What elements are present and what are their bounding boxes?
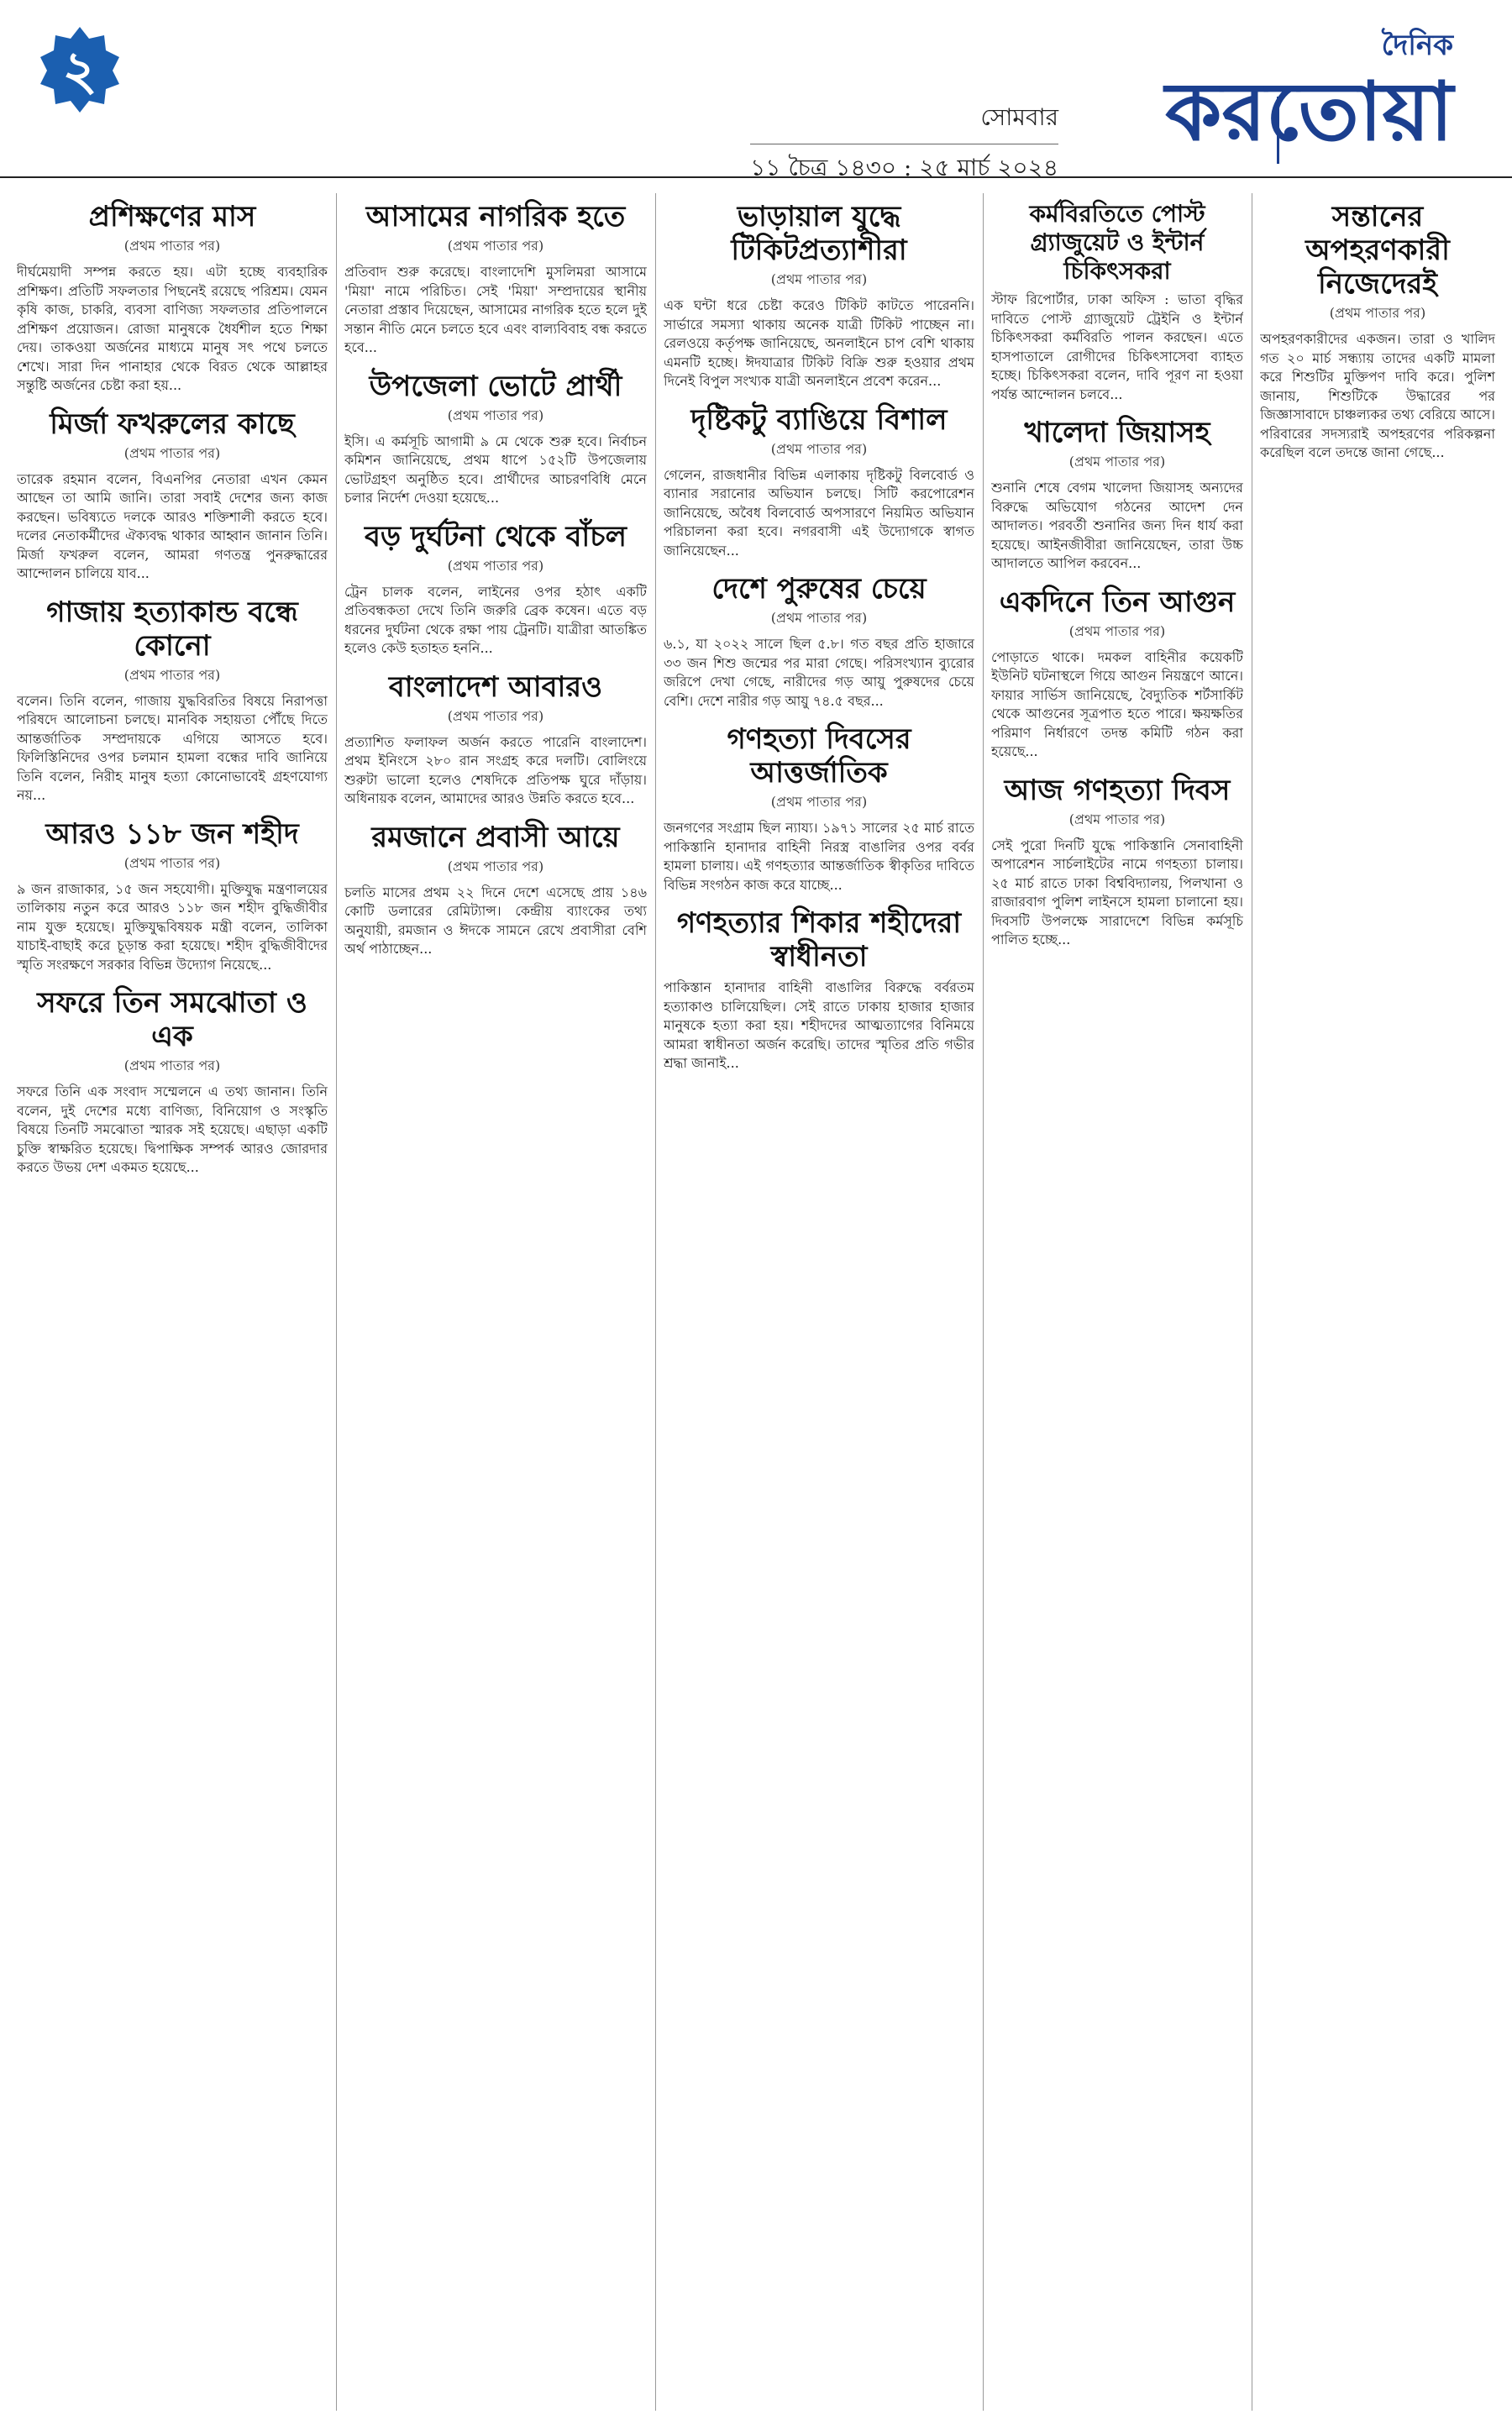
kicker: (প্রথম পাতার পর) bbox=[1068, 454, 1166, 470]
kicker: (প্রথম পাতার পর) bbox=[123, 444, 221, 461]
headline: খালেদা জিয়াসহ bbox=[1024, 416, 1210, 449]
article-body: অপহরণকারীদের একজন। তারা ও খালিদ গত ২০ মার্চ সন্ধ্যায় তাদের একটি মামলা করে শিশুটির মুক্তিপণ দাবি করে। পুলিশ জানায়, শিশুটিকে উদ্ধারের পর জিজ্ঞাসাবাদে চাঞ্চল্যকর তথ্য বেরিয়ে আসে। পরিবারের সদস্যরাই অপহরণের পরিকল্পনা করেছিল বলে তদন্তে জানা গেছে... bbox=[1260, 331, 1495, 460]
masthead bbox=[1165, 24, 1453, 159]
headline: দেশে পুরুষের চেয়ে bbox=[711, 572, 927, 606]
article bbox=[664, 200, 974, 391]
kicker: (প্রথম পাতার পর) bbox=[770, 794, 868, 810]
page-number-badge bbox=[34, 24, 126, 116]
column-2 bbox=[344, 193, 647, 2411]
kicker: (প্রথম পাতার পর) bbox=[447, 407, 544, 423]
article bbox=[664, 906, 974, 1073]
kicker: (প্রথম পাতার পর) bbox=[770, 271, 868, 287]
date-line: ১১ চৈত্র ১৪৩০ : ২৫ মার্চ ২০২৪ bbox=[750, 154, 1058, 181]
article-body: চলতি মাসের প্রথম ২২ দিনে দেশে এসেছে প্রায় ১৪৬ কোটি ডলারের রেমিট্যান্স। কেন্দ্রীয় ব্যাংকের তথ্য অনুযায়ী, রমজান ও ঈদকে সামনে রেখে প্রবাসীরা বেশি অর্থ পাঠাচ্ছেন... bbox=[344, 884, 647, 957]
kicker: (প্রথম পাতার পর) bbox=[770, 440, 868, 457]
headline: আসামের নাগরিক হতে bbox=[365, 200, 626, 234]
column-5 bbox=[1260, 193, 1495, 2411]
article-body: প্রতিবাদ শুরু করেছে। বাংলাদেশি মুসলিমরা আসামে 'মিয়া' নামে পরিচিত। সেই 'মিয়া' সম্প্রদায়ের স্থানীয় নেতারা প্রস্তাব দিয়েছেন, আসামের নাগরিক হতে হলে দুই সন্তান নীতি মেনে চলতে হবে এবং বাল্যবিবাহ বন্ধ করতে হবে... bbox=[344, 264, 647, 355]
article bbox=[344, 821, 647, 959]
article-body: জনগণের সংগ্রাম ছিল ন্যায্য। ১৯৭১ সালের ২৫ মার্চ রাতে পাকিস্তানি হানাদার বাহিনী নিরস্ত্র বাঙালির ওপর বর্বর হামলা চালায়। এই গণহত্যার আন্তর্জাতিক স্বীকৃতির দাবিতে বিভিন্ন সংগঠন কাজ করে যাচ্ছে... bbox=[664, 820, 974, 893]
headline: সন্তানের অপহরণকারী নিজেদেরই bbox=[1305, 200, 1450, 301]
kicker: (প্রথম পাতার পর) bbox=[447, 707, 544, 724]
article bbox=[1260, 200, 1495, 463]
article bbox=[17, 986, 328, 1178]
article-body: ট্রেন চালক বলেন, লাইনের ওপর হঠাৎ একটি প্রতিবন্ধকতা দেখে তিনি জরুরি ব্রেক কষেন। এতে বড় ধরনের দুর্ঘটনা থেকে রক্ষা পায় ট্রেনটি। যাত্রীরা আতঙ্কিত হলেও কেউ হতাহত হননি... bbox=[344, 583, 647, 656]
kicker: (প্রথম পাতার পর) bbox=[123, 1058, 221, 1073]
article-body: শুনানি শেষে বেগম খালেদা জিয়াসহ অন্যদের বিরুদ্ধে অভিযোগ গঠনের আদেশ দেন আদালত। পরবর্তী শুনানির জন্য দিন ধার্য করা হয়েছে। আইনজীবীরা জানিয়েছেন, তারা উচ্চ আদালতে আপিল করবেন... bbox=[991, 480, 1243, 571]
kicker: (প্রথম পাতার পর) bbox=[447, 858, 544, 874]
article bbox=[17, 596, 328, 806]
headline: সফরে তিন সমঝোতা ও এক bbox=[37, 986, 307, 1053]
article bbox=[991, 200, 1243, 404]
article-body: সেই পুরো দিনটি যুদ্ধে পাকিস্তানি সেনাবাহিনী অপারেশন সার্চলাইটের নামে গণহত্যা চালায়। ২৫ মার্চ রাতে ঢাকা বিশ্ববিদ্যালয়, পিলখানা ও রাজারবাগ পুলিশ লাইনসে হামলা চালানো হয়। দিবসটি উপলক্ষে সারাদেশে বিভিন্ন কর্মসূচি পালিত হচ্ছে... bbox=[991, 837, 1243, 947]
headline: কর্মবিরতিতে পোস্ট গ্র্যাজুয়েট ও ইন্টার্ন চিকিৎসকরা bbox=[1029, 200, 1205, 285]
article-body: বলেন। তিনি বলেন, গাজায় যুদ্ধবিরতির বিষয়ে নিরাপত্তা পরিষদে আলোচনা চলছে। মানবিক সহায়তা পৌঁছে দিতে আন্তর্জাতিক সম্প্রদায়কে এগিয়ে আসতে হবে। ফিলিস্তিনিদের ওপর চলমান হামলা বন্ধের দাবি জানিয়ে তিনি বলেন, নিরীহ মানুষ হত্যা কোনোভাবেই গ্রহণযোগ্য নয়... bbox=[17, 692, 328, 803]
headline: বাংলাদেশ আবারও bbox=[388, 669, 603, 704]
headline: বড় দুর্ঘটনা থেকে বাঁচল bbox=[365, 519, 627, 554]
article bbox=[664, 572, 974, 711]
headline: আজ গণহত্যা দিবস bbox=[1004, 773, 1231, 807]
article-body: সফরে তিনি এক সংবাদ সম্মেলনে এ তথ্য জানান। তিনি বলেন, দুই দেশের মধ্যে বাণিজ্য, বিনিয়োগ ও সংস্কৃতি বিষয়ে তিনটি সমঝোতা স্মারক সই হয়েছে। এছাড়া একটি চুক্তি স্বাক্ষরিত হয়েছে। দ্বিপাক্ষিক সম্পর্ক আরও জোরদার করতে উভয় দেশ একমত হয়েছে... bbox=[17, 1084, 328, 1175]
kicker: (প্রথম পাতার পর) bbox=[1068, 622, 1166, 639]
kicker: (প্রথম পাতার পর) bbox=[123, 238, 221, 254]
article-body: ইসি। এ কর্মসূচি আগামী ৯ মে থেকে শুরু হবে। নির্বাচন কমিশন জানিয়েছে, প্রথম ধাপে ১৫২টি উপজেলায় ভোটগ্রহণ অনুষ্ঠিত হবে। প্রার্থীদের আচরণবিধি মেনে চলার নির্দেশ দেওয়া হয়েছে... bbox=[344, 433, 647, 506]
kicker: (প্রথম পাতার পর) bbox=[123, 666, 221, 683]
article-body: ৬.১, যা ২০২২ সালে ছিল ৫.৮। গত বছর প্রতি হাজারে ৩৩ জন শিশু জন্মের পর মারা গেছে। পরিসংখ্যান ব্যুরোর জরিপে দেখা গেছে, নারীদের গড় আয়ু পুরুষদের চেয়ে বেশি। দেশে নারীর গড় আয়ু ৭৪.৫ বছর... bbox=[664, 636, 974, 709]
article bbox=[344, 370, 647, 508]
headline: গাজায় হত্যাকান্ড বন্ধে কোনো bbox=[46, 595, 298, 663]
column-3 bbox=[664, 193, 974, 2411]
date-block bbox=[750, 99, 1058, 189]
headline: আরও ১১৮ জন শহীদ bbox=[45, 816, 299, 851]
kicker: (প্রথম পাতার পর) bbox=[1329, 305, 1426, 321]
article-body: এক ঘন্টা ধরে চেষ্টা করেও টিকিট কাটতে পারেননি। সার্ভারে সমস্যা থাকায় অনেক যাত্রী টিকিট পাচ্ছেন না। রেলওয়ে কর্তৃপক্ষ জানিয়েছে, অনলাইনে চাপ বেশি থাকায় এমনটি হচ্ছে। ঈদযাত্রার টিকিট বিক্রি শুরু হওয়ার প্রথম দিনেই বিপুল সংখ্যক যাত্রী অনলাইনে প্রবেশ করেন... bbox=[664, 297, 974, 389]
article bbox=[991, 416, 1243, 574]
article bbox=[991, 585, 1243, 762]
page-number: ২ bbox=[62, 40, 97, 102]
article bbox=[17, 407, 328, 584]
column-1 bbox=[17, 193, 328, 2411]
page-header bbox=[0, 0, 1512, 181]
column-4 bbox=[991, 193, 1243, 2411]
article-body: পোড়াতে থাকে। দমকল বাহিনীর কয়েকটি ইউনিট ঘটনাস্থলে গিয়ে আগুন নিয়ন্ত্রণে আনে। ফায়ার সার্ভিস জানিয়েছে, বৈদ্যুতিক শর্টসার্কিট থেকে আগুনের সূত্রপাত হতে পারে। ক্ষয়ক্ষতির পরিমাণ নির্ধারণে তদন্ত কমিটি গঠন করা হয়েছে... bbox=[991, 648, 1243, 759]
article-body: তারেক রহমান বলেন, বিএনপির নেতারা এখন কেমন আছেন তা আমি জানি। তারা সবাই দেশের জন্য কাজ করছেন। ভবিষ্যতে দলকে আরও শক্তিশালী করতে হবে। দলের নেতাকর্মীদের ঐক্যবদ্ধ থাকার আহ্বান জানান তিনি। মির্জা ফখরুল বলেন, আমরা গণতন্ত্র পুনরুদ্ধারের আন্দোলন চালিয়ে যাব... bbox=[17, 470, 328, 581]
headline: উপজেলা ভোটে প্রার্থী bbox=[369, 369, 622, 403]
article bbox=[344, 670, 647, 809]
article bbox=[664, 403, 974, 561]
article-body: স্টাফ রিপোর্টার, ঢাকা অফিস : ভাতা বৃদ্ধির দাবিতে পোস্ট গ্র্যাজুয়েট ট্রেইনি ও ইন্টার্ন চিকিৎসকরা কর্মবিরতি পালন করছেন। এতে হাসপাতালে রোগীদের চিকিৎসাসেবা ব্যাহত হচ্ছে। চিকিৎসকরা বলেন, দাবি পূরণ না হওয়া পর্যন্ত আন্দোলন চলবে... bbox=[991, 291, 1243, 402]
column-divider bbox=[983, 193, 984, 2411]
headline: প্রশিক্ষণের মাস bbox=[88, 200, 256, 234]
headline: গণহত্যা দিবসের আত্তর্জাতিক bbox=[727, 722, 911, 790]
weekday: সোমবার bbox=[980, 103, 1058, 131]
article-body: প্রত্যাশিত ফলাফল অর্জন করতে পারেনি বাংলাদেশ। প্রথম ইনিংসে ২৮০ রান সংগ্রহ করে দলটি। বোলিংয়ে শুরুটা ভালো হলেও শেষদিকে প্রতিপক্ষ ঘুরে দাঁড়ায়। অধিনায়ক বলেন, আমাদের আরও উন্নতি করতে হবে... bbox=[344, 733, 647, 806]
kicker: (প্রথম পাতার পর) bbox=[1068, 811, 1166, 827]
headline: গণহত্যার শিকার শহীদেরা স্বাধীনতা bbox=[676, 906, 962, 974]
article bbox=[344, 200, 647, 358]
headline: মির্জা ফখরুলের কাছে bbox=[50, 407, 295, 441]
column-divider bbox=[336, 193, 337, 2411]
article bbox=[344, 520, 647, 659]
article-body: গেলেন, রাজধানীর বিভিন্ন এলাকায় দৃষ্টিকটু বিলবোর্ড ও ব্যানার সরানোর অভিযান চলছে। সিটি করপোরেশন জানিয়েছে, অবৈধ বিলবোর্ড অপসারণে নিয়মিত অভিযান পরিচালনা করা হবে। নগরবাসী এই উদ্যোগকে স্বাগত জানিয়েছেন... bbox=[664, 466, 974, 559]
brand-logo: করতোয়া bbox=[1165, 65, 1453, 159]
column-divider bbox=[655, 193, 656, 2411]
kicker: (প্রথম পাতার পর) bbox=[770, 610, 868, 626]
headline: দৃষ্টিকটু ব্যাঙিয়ে বিশাল bbox=[690, 402, 948, 437]
article bbox=[991, 774, 1243, 950]
article-body: দীর্ঘমেয়াদী সম্পন্ন করতে হয়। এটা হচ্ছে ব্যবহারিক প্রশিক্ষণ। প্রতিটি সফলতার পিছনেই রয়েছে পরিশ্রম। যেমন কৃষি কাজ, চাকরি, ব্যবসা বাণিজ্য সফলতার প্রতিপালনে প্রশিক্ষণ প্রয়োজন। রোজা মানুষকে ধৈর্যশীল হতে শিক্ষা দেয়। তাকওয়া অর্জনের মাধ্যমে মানুষ সৎ পথে চলতে শেখে। সারা দিন পানাহার থেকে বিরত থেকে আল্লাহর সন্তুষ্টি অর্জনের চেষ্টা করা হয়... bbox=[17, 264, 328, 393]
article bbox=[17, 200, 328, 396]
headline: ভাড়ায়াল যুদ্ধে টিকিটপ্রত্যাশীরা bbox=[731, 200, 907, 267]
article-body: ৯ জন রাজাকার, ১৫ জন সহযোগী। মুক্তিযুদ্ধ মন্ত্রণালয়ের তালিকায় নতুন করে আরও ১১৮ জন শহীদ বুদ্ধিজীবীর নাম যুক্ত হয়েছে। মুক্তিযুদ্ধবিষয়ক মন্ত্রী বলেন, তালিকা যাচাই-বাছাই করে চূড়ান্ত করা হয়েছে। শহীদ বুদ্ধিজীবীদের স্মৃতি সংরক্ষণে সরকার বিভিন্ন উদ্যোগ নিয়েছে... bbox=[17, 880, 328, 973]
headline: রমজানে প্রবাসী আয়ে bbox=[371, 820, 620, 854]
headline: একদিনে তিন আগুন bbox=[999, 585, 1236, 619]
article-body: পাকিস্তান হানাদার বাহিনী বাঙালির বিরুদ্ধে বর্বরতম হত্যাকাণ্ড চালিয়েছিল। সেই রাতে ঢাকায় হাজার হাজার মানুষকে হত্যা করা হয়। শহীদদের আত্মত্যাগের বিনিময়ে আমরা স্বাধীনতা অর্জন করেছি। তাদের স্মৃতির প্রতি গভীর শ্রদ্ধা জানাই... bbox=[664, 979, 974, 1071]
kicker: (প্রথম পাতার পর) bbox=[447, 238, 544, 254]
kicker: (প্রথম পাতার পর) bbox=[123, 854, 221, 871]
article bbox=[17, 817, 328, 975]
kicker: (প্রথম পাতার পর) bbox=[447, 557, 544, 574]
brand-prefix: দৈনিক bbox=[1381, 29, 1453, 62]
article bbox=[664, 722, 974, 895]
